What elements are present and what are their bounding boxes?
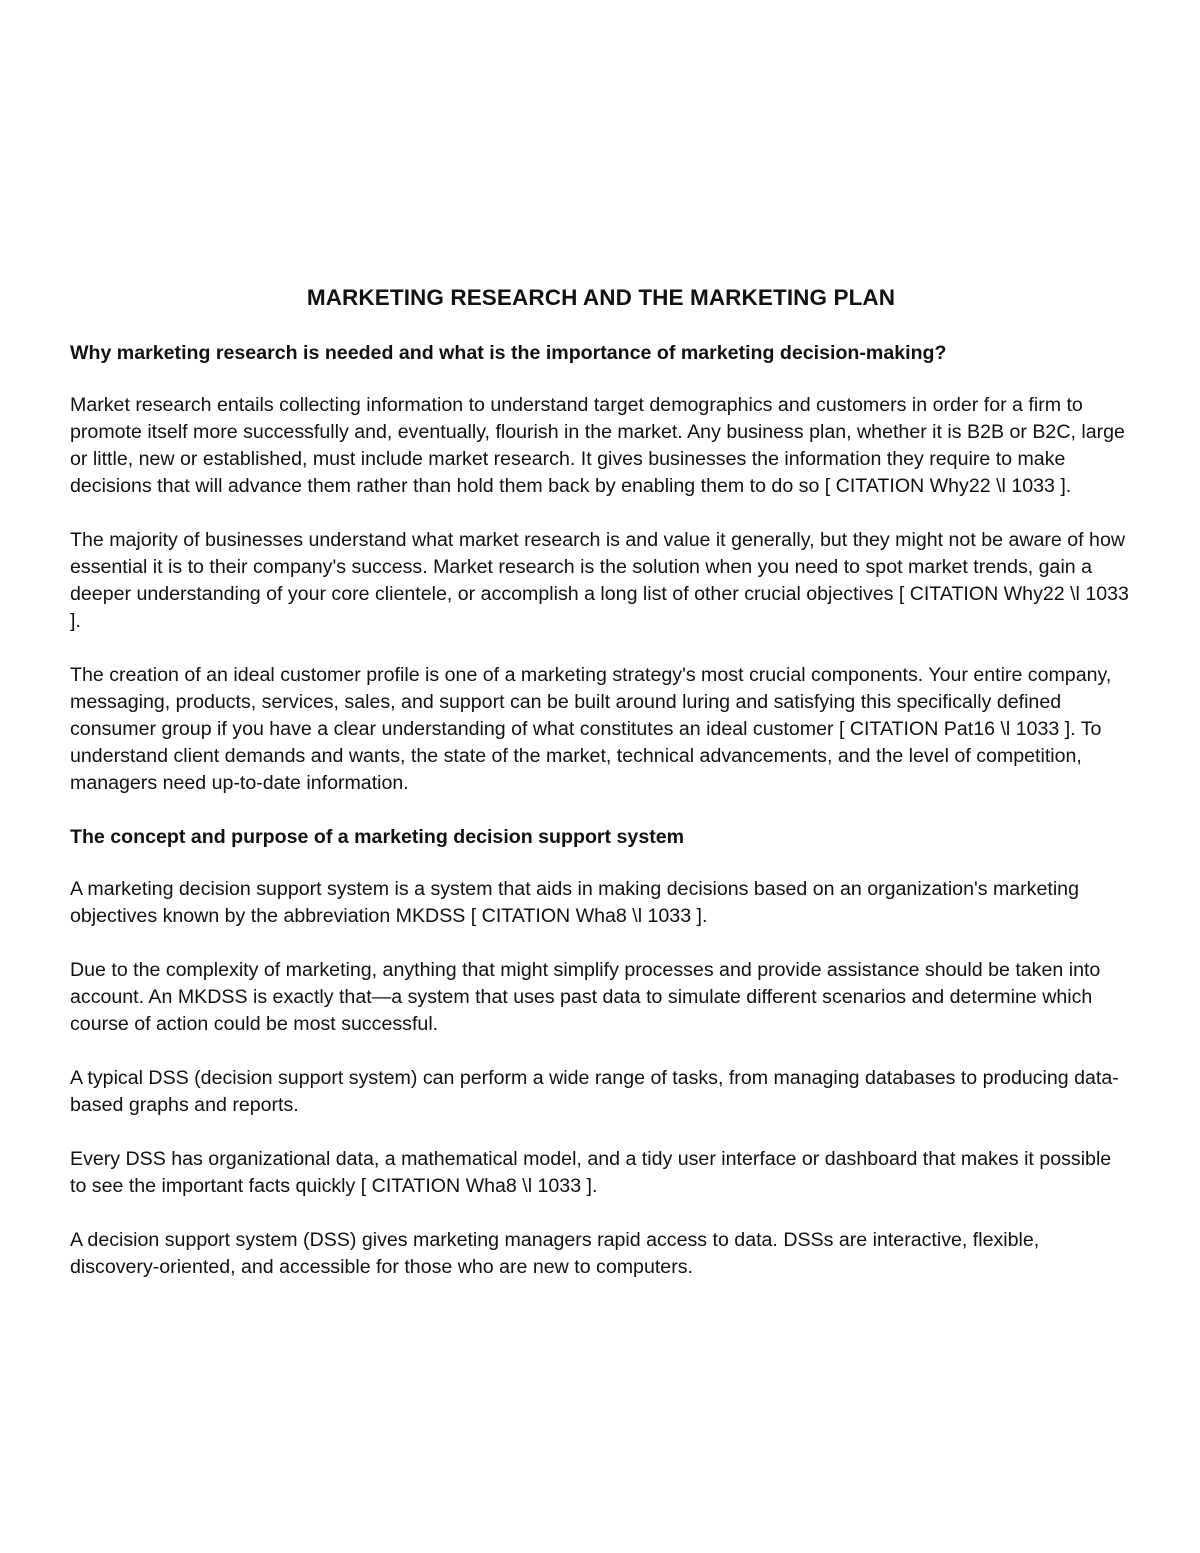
paragraph-dss-components: Every DSS has organizational data, a mathematical model, and a tidy user interface or dashboard that makes it possible to see the important facts quickly [ CITATION Wha8 \l 1033 ]. [70,1148,1112,1197]
document-body [70,282,1132,1308]
paragraph-dss-tasks: A typical DSS (decision support system) can perform a wide range of tasks, from managing databases to producing data-based graphs and reports. [70,1067,1119,1116]
paragraph-dss-access: A decision support system (DSS) gives marketing managers rapid access to data. DSSs are interactive, flexible, discovery-oriented, and accessible for those who are new to computers. [70,1229,1040,1278]
paragraph-market-research-value: The majority of businesses understand what market research is and value it generally, but they might not be aware of how essential it is to their company's success. Market research is the solution when you need to spot market trends, gain a deeper understanding of your core clientele, or accomplish a long list of other crucial objectives [ CITATION Why22 \l 1033 ]. [70,529,1129,632]
paragraph-mkdss-definition: A marketing decision support system is a system that aids in making decisions based on an organization's marketing objectives known by the abbreviation MKDSS [ CITATION Wha8 \l 1033 ]. [70,878,1079,927]
paragraph-ideal-customer-profile: The creation of an ideal customer profile is one of a marketing strategy's most crucial components. Your entire company, messaging, products, services, sales, and support can be built around luring and satisfying this specifically defined consumer group if you have a clear understanding of what constitutes an ideal customer [ CITATION Pat16 \l 1033 ]. To understand client demands and wants, the state of the market, technical advancements, and the level of competition, managers need up-to-date information. [70,664,1112,794]
section-heading-marketing-research: Why marketing research is needed and what is the importance of marketing decision-making? [70,342,947,364]
paragraph-mkdss-purpose: Due to the complexity of marketing, anything that might simplify processes and provide assistance should be taken into account. An MKDSS is exactly that—a system that uses past data to simulate different scenarios and determine which course of action could be most successful. [70,959,1101,1035]
document-title: MARKETING RESEARCH AND THE MARKETING PLAN [306,285,896,310]
section-heading-mkdss: The concept and purpose of a marketing decision support system [70,826,685,848]
paragraph-market-research-definition: Market research entails collecting information to understand target demographics and customers in order for a firm to promote itself more successfully and, eventually, flourish in the market. Any business plan, whether it is B2B or B2C, large or little, new or established, must include market research. It gives businesses the information they require to make decisions that will advance them rather than hold them back by enabling them to do so [ CITATION Why22 \l 1033 ]. [70,394,1125,497]
